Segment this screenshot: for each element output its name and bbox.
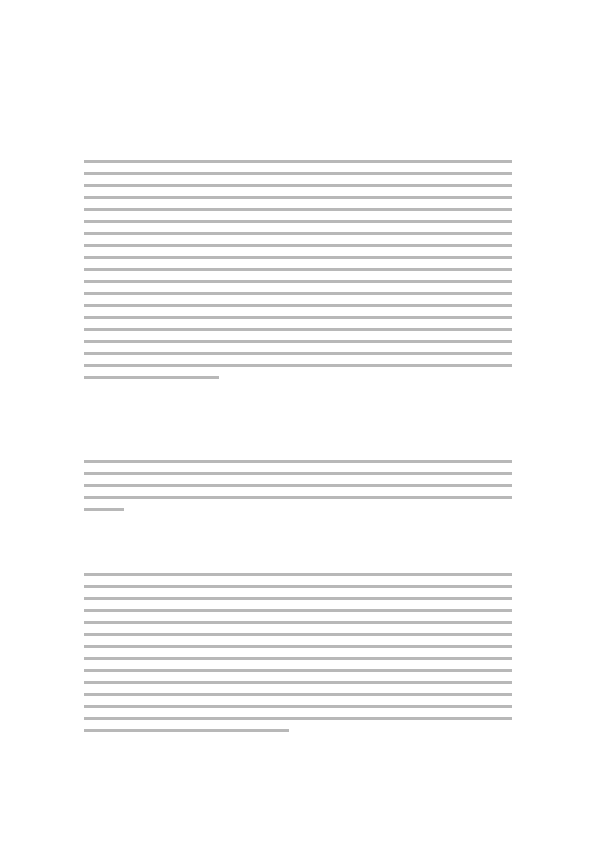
text-line [84,292,512,295]
text-line [84,232,512,235]
text-line [84,609,512,612]
text-line [84,304,512,307]
text-line [84,328,512,331]
subsection-1-paragraph [84,460,514,520]
text-line [84,340,512,343]
text-line [84,280,512,283]
text-line [84,633,512,636]
text-line [84,729,289,732]
text-line [84,208,512,211]
text-line [84,472,512,475]
text-line [84,256,512,259]
section-1-paragraph [84,160,514,388]
text-line [84,244,512,247]
text-line [84,268,512,271]
text-line [84,657,512,660]
text-line [84,573,512,576]
text-line [84,597,512,600]
document-title [92,96,512,114]
text-line [84,460,512,463]
text-line [84,508,124,511]
text-line [84,376,219,379]
text-line [84,316,512,319]
text-line [84,496,512,499]
text-line [84,645,512,648]
text-line [84,705,512,708]
text-line [84,196,512,199]
text-line [84,184,512,187]
text-line [84,585,512,588]
text-line [84,681,512,684]
text-line [84,621,512,624]
text-line [84,220,512,223]
text-line [84,693,512,696]
text-line [84,717,512,720]
subsection-2-paragraph [84,573,514,741]
text-line [84,669,512,672]
text-line [84,352,512,355]
text-line [84,172,512,175]
text-line [84,364,512,367]
text-line [84,484,512,487]
text-line [84,160,512,163]
